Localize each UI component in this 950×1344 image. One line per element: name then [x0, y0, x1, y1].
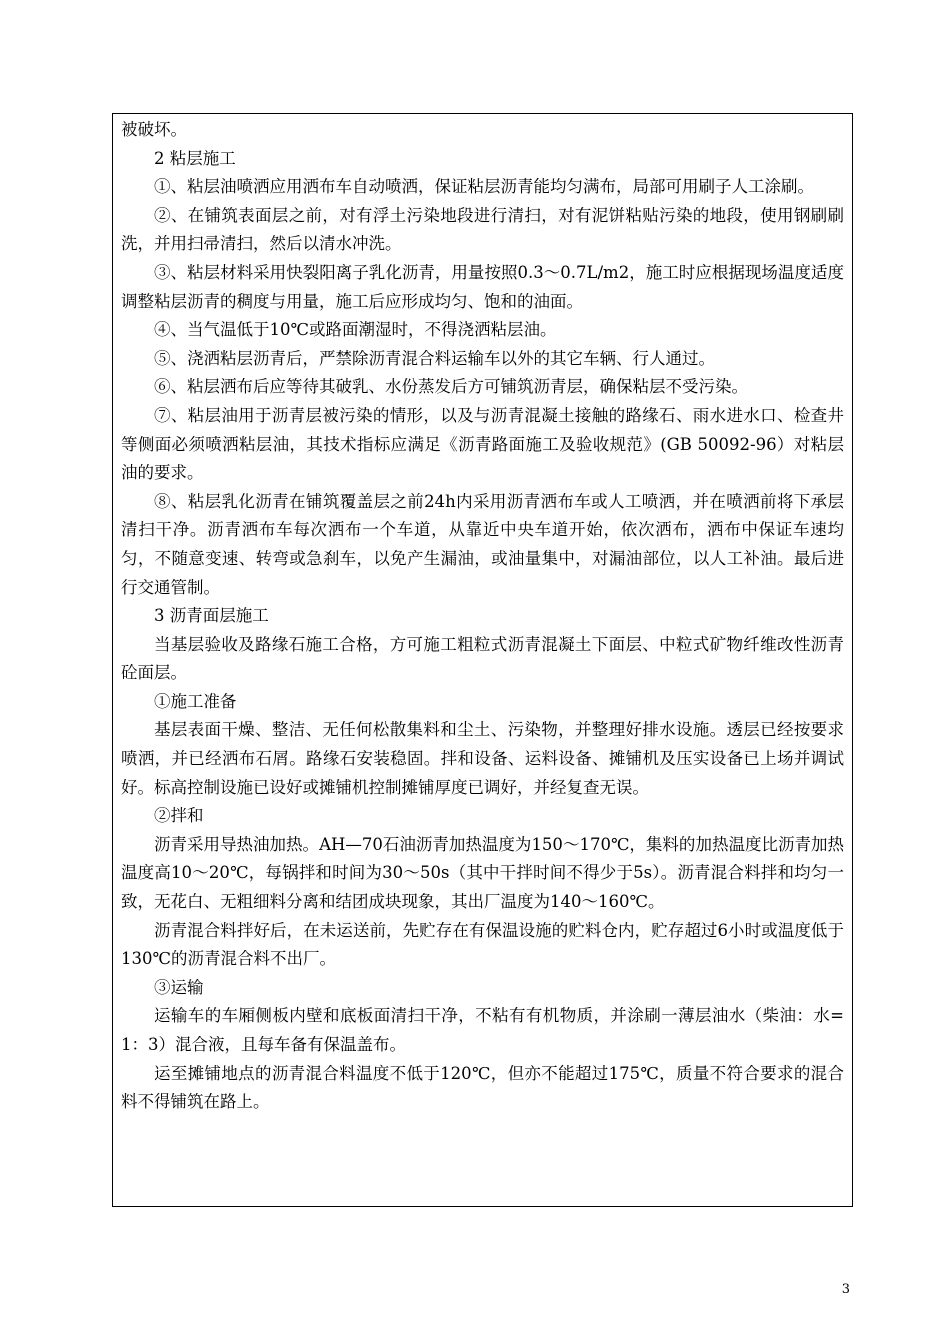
paragraph: 基层表面干燥、整洁、无任何松散集料和尘土、污染物，并整理好排水设施。透层已经按要求喷洒，并已经洒布石屑。路缘石安装稳固。拌和设备、运料设备、摊铺机及压实设备已上场并调试好。标高控制设施已设好或摊铺机控制摊铺厚度已调好，并经复查无误。: [121, 720, 844, 797]
paragraph: ②、在铺筑表面层之前，对有浮土污染地段进行清扫，对有泥饼粘贴污染的地段，使用钢刷刷洗，并用扫帚清扫，然后以清水冲洗。: [121, 205, 844, 254]
paragraph: ①施工准备: [154, 691, 237, 711]
paragraph: 沥青混合料拌好后，在未运送前，先贮存在有保温设施的贮料仓内，贮存超过6小时或温度低于130℃的沥青混合料不出厂。: [121, 920, 844, 969]
page-number: 3: [841, 1282, 850, 1297]
paragraph: ③运输: [154, 977, 204, 997]
paragraph: ⑤、浇洒粘层沥青后，严禁除沥青混合料运输车以外的其它车辆、行人通过。: [154, 348, 715, 368]
paragraph: ⑥、粘层洒布后应等待其破乳、水份蒸发后方可铺筑沥青层，确保粘层不受污染。: [154, 377, 748, 397]
paragraph: 当基层验收及路缘石施工合格，方可施工粗粒式沥青混凝土下面层、中粒式矿物纤维改性沥青砼面层。: [121, 634, 844, 683]
paragraph: ③、粘层材料采用快裂阳离子乳化沥青，用量按照0.3～0.7L/m2，施工时应根据现场温度适度调整粘层沥青的稠度与用量，施工后应形成均匀、饱和的油面。: [121, 262, 844, 311]
content-frame: [112, 113, 853, 1207]
paragraph: 2 粘层施工: [154, 148, 236, 168]
paragraph: 运输车的车厢侧板内壁和底板面清扫干净，不粘有有机物质，并涂刷一薄层油水（柴油：水=1：3）混合液，且每车备有保温盖布。: [121, 1006, 844, 1054]
paragraph: ④、当气温低于10℃或路面潮湿时，不得浇洒粘层油。: [154, 320, 557, 340]
paragraph: ⑧、粘层乳化沥青在铺筑覆盖层之前24h内采用沥青洒布车或人工喷洒，并在喷洒前将下承层清扫干净。沥青洒布车每次洒布一个车道，从靠近中央车道开始，依次洒布，洒布中保证车速均匀，不随意变速、转弯或急刹车，以免产生漏油，或油量集中，对漏油部位，以人工补油。最后进行交通管制。: [121, 491, 844, 597]
paragraph: ②拌和: [154, 806, 204, 826]
document-body: [113, 114, 852, 1117]
paragraph: 运至摊铺地点的沥青混合料温度不低于120℃，但亦不能超过175℃，质量不符合要求的混合料不得铺筑在路上。: [121, 1063, 844, 1112]
paragraph: 沥青采用导热油加热。AH—70石油沥青加热温度为150～170℃，集料的加热温度比沥青加热温度高10～20℃，每锅拌和时间为30～50s（其中干拌时间不得少于5s）。沥青混合料拌和均匀一致，无花白、无粗细料分离和结团成块现象，其出厂温度为140～160℃。: [121, 834, 844, 912]
paragraph: ①、粘层油喷洒应用洒布车自动喷洒，保证粘层沥青能均匀满布，局部可用刷子人工涂刷。: [154, 177, 814, 197]
paragraph: 被破坏。: [121, 120, 187, 139]
paragraph: 3 沥青面层施工: [154, 606, 269, 626]
paragraph: ⑦、粘层油用于沥青层被污染的情形，以及与沥青混凝土接触的路缘石、雨水进水口、检查井等侧面必须喷洒粘层油，其技术指标应满足《沥青路面施工及验收规范》(GB 50092-96）对粘层油的要求。: [121, 405, 844, 483]
